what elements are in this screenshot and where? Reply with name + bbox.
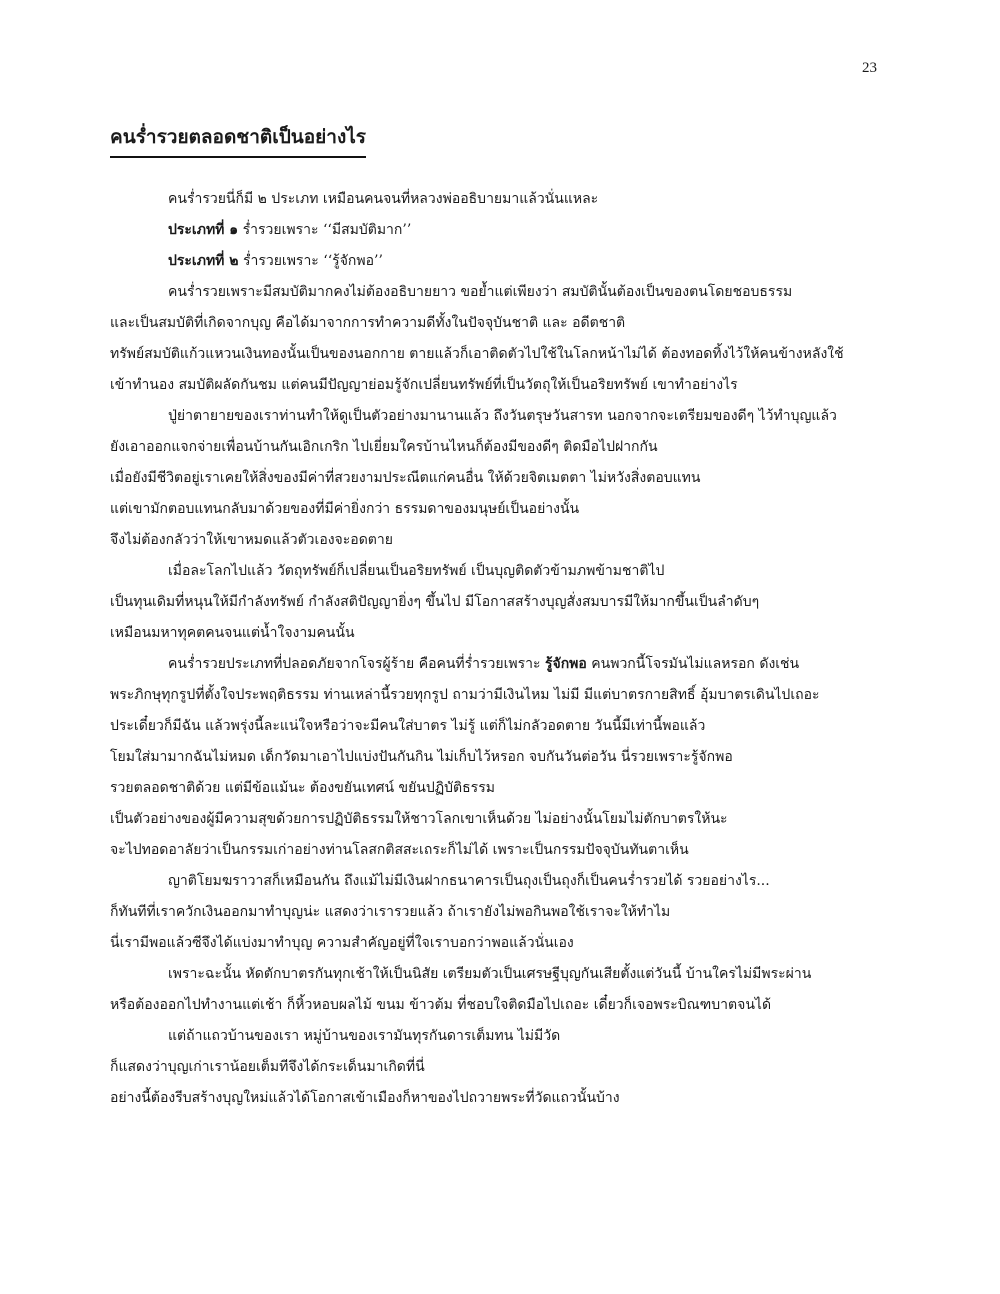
- paragraph-line: โยมใส่มามากฉันไม่หมด เด็กวัดมาเอาไปแบ่งปันกันกิน ไม่เก็บไว้หรอก จบกันวันต่อวัน นี่รวยเพราะรู้จักพอ: [110, 749, 733, 765]
- paragraph-line: ประเดี๋ยวก็มีฉัน แล้วพรุ่งนี้ละแน่ใจหรือว่าจะมีคนใส่บาตร ไม่รู้ แต่ก็ไม่กลัวอดตาย วันนี้มีเท่านี้พอแล้ว: [110, 718, 706, 734]
- paragraph-line: และเป็นสมบัติที่เกิดจากบุญ คือได้มาจากการทำความดีทั้งในปัจจุบันชาติ และ อดีตชาติ: [110, 315, 626, 331]
- paragraph-line: นี่เรามีพอแล้วซีจึงได้แบ่งมาทำบุญ ความสำคัญอยู่ที่ใจเราบอกว่าพอแล้วนั่นเอง: [110, 935, 574, 951]
- paragraph-line: จะไปทอดอาลัยว่าเป็นกรรมเก่าอย่างท่านโลสกติสสะเถระก็ไม่ได้ เพราะเป็นกรรมปัจจุบันทันตาเห็น: [110, 842, 689, 858]
- paragraph-line: ยังเอาออกแจกจ่ายเพื่อนบ้านกันเอิกเกริก ไปเยี่ยมใครบ้านไหนก็ต้องมีของดีๆ ติดมือไปฝากกัน: [110, 439, 658, 455]
- paragraph-line: ก็แสดงว่าบุญเก่าเราน้อยเต็มทีจึงได้กระเด็นมาเกิดที่นี่: [110, 1059, 425, 1075]
- paragraph-line: คนร่ำรวยประเภทที่ปลอดภัยจากโจรผู้ร้าย คือคนที่ร่ำรวยเพราะ รู้จักพอ คนพวกนี้โจรมันไม่แลหรอก ดังเช่น: [168, 656, 800, 672]
- type-label: ประเภทที่ ๑: [168, 222, 239, 238]
- paragraph-line: เข้าทำนอง สมบัติผลัดกันชม แต่คนมีปัญญาย่อมรู้จักเปลี่ยนทรัพย์ที่เป็นวัตถุให้เป็นอริยทรัพย์ เขาทำอย่างไร: [110, 377, 738, 393]
- paragraph-line: อย่างนี้ต้องรีบสร้างบุญใหม่แล้วได้โอกาสเข้าเมืองก็หาของไปถวายพระที่วัดแถวนั้นบ้าง: [110, 1090, 620, 1106]
- paragraph-line: เป็นตัวอย่างของผู้มีความสุขด้วยการปฏิบัติธรรมให้ชาวโลกเขาเห็นด้วย ไม่อย่างนั้นโยมไม่ตักบาตรให้นะ: [110, 811, 728, 827]
- paragraph-line: เมื่อยังมีชีวิตอยู่เราเคยให้สิ่งของมีค่าที่สวยงามประณีตแก่คนอื่น ให้ด้วยจิตเมตตา ไม่หวังสิ่งตอบแทน: [110, 470, 701, 486]
- body-text: [110, 184, 890, 1114]
- paragraph-line: ก็ทันทีที่เราควักเงินออกมาทำบุญน่ะ แสดงว่าเรารวยแล้ว ถ้าเรายังไม่พอกินพอใช้เราจะให้ทำไม: [110, 904, 671, 920]
- paragraph-line: ญาติโยมฆราวาสก็เหมือนกัน ถึงแม้ไม่มีเงินฝากธนาคารเป็นถุงเป็นถุงก็เป็นคนร่ำรวยได้ รวยอย่างไร...: [168, 873, 770, 889]
- paragraph-line: ประเภทที่ ๑ ร่ำรวยเพราะ ‘‘มีสมบัติมาก’’: [168, 222, 412, 238]
- paragraph-line: พระภิกษุทุกรูปที่ตั้งใจประพฤติธรรม ท่านเหล่านี้รวยทุกรูป ถามว่ามีเงินไหม ไม่มี มีแต่บาตรกายสิทธิ์ อุ้มบาตรเดินไปเถอะ: [110, 687, 820, 703]
- page-title: คนร่ำรวยตลอดชาติเป็นอย่างไร: [110, 122, 366, 158]
- paragraph-line: คนร่ำรวยนี่ก็มี ๒ ประเภท เหมือนคนจนที่หลวงพ่ออธิบายมาแล้วนั่นแหละ: [168, 191, 599, 207]
- paragraph-line: จึงไม่ต้องกลัวว่าให้เขาหมดแล้วตัวเองจะอดตาย: [110, 532, 393, 548]
- paragraph-line: เพราะฉะนั้น หัดตักบาตรกันทุกเช้าให้เป็นนิสัย เตรียมตัวเป็นเศรษฐีบุญกันเสียตั้งแต่วันนี้ บ้านใครไม่มีพระผ่าน: [168, 966, 812, 982]
- paragraph-line: ประเภทที่ ๒ ร่ำรวยเพราะ ‘‘รู้จักพอ’’: [168, 253, 383, 269]
- type-label: ประเภทที่ ๒: [168, 253, 239, 269]
- paragraph-line: แต่ถ้าแถวบ้านของเรา หมู่บ้านของเรามันทุรกันดารเต็มทน ไม่มีวัด: [168, 1028, 561, 1044]
- emphasis: รู้จักพอ: [544, 656, 587, 672]
- paragraph-line: ปู่ย่าตายายของเราท่านทำให้ดูเป็นตัวอย่างมานานแล้ว ถึงวันตรุษวันสารท นอกจากจะเตรียมของดีๆ ไว้ทำบุญแล้ว: [168, 408, 837, 424]
- paragraph-line: เป็นทุนเดิมที่หนุนให้มีกำลังทรัพย์ กำลังสติปัญญายิ่งๆ ขึ้นไป มีโอกาสสร้างบุญสั่งสมบารมีให้มากขึ้นเป็นลำดับๆ: [110, 594, 760, 610]
- paragraph-line: รวยตลอดชาติด้วย แต่มีข้อแม้นะ ต้องขยันเทศน์ ขยันปฏิบัติธรรม: [110, 780, 495, 796]
- paragraph-line: ทรัพย์สมบัติแก้วแหวนเงินทองนั้นเป็นของนอกกาย ตายแล้วก็เอาติดตัวไปใช้ในโลกหน้าไม่ได้ ต้องทอดทิ้งไว้ให้คนข้างหลังใช้: [110, 346, 844, 362]
- paragraph-line: แต่เขามักตอบแทนกลับมาด้วยของที่มีค่ายิ่งกว่า ธรรมดาของมนุษย์เป็นอย่างนั้น: [110, 501, 580, 517]
- page-number: 23: [862, 60, 877, 76]
- paragraph-line: หรือต้องออกไปทำงานแต่เช้า ก็หิ้วหอบผลไม้ ขนม ข้าวต้ม ที่ชอบใจติดมือไปเถอะ เดี๋ยวก็เจอพระบิณฑบาตจนได้: [110, 997, 772, 1013]
- paragraph-line: คนร่ำรวยเพราะมีสมบัติมากคงไม่ต้องอธิบายยาว ขอย้ำแต่เพียงว่า สมบัตินั้นต้องเป็นของตนโดยชอบธรรม: [168, 284, 793, 300]
- paragraph-line: เหมือนมหาทุคตคนจนแต่น้ำใจงามคนนั้น: [110, 625, 355, 641]
- paragraph-line: เมื่อละโลกไปแล้ว วัตถุทรัพย์ก็เปลี่ยนเป็นอริยทรัพย์ เป็นบุญติดตัวข้ามภพข้ามชาติไป: [168, 563, 665, 579]
